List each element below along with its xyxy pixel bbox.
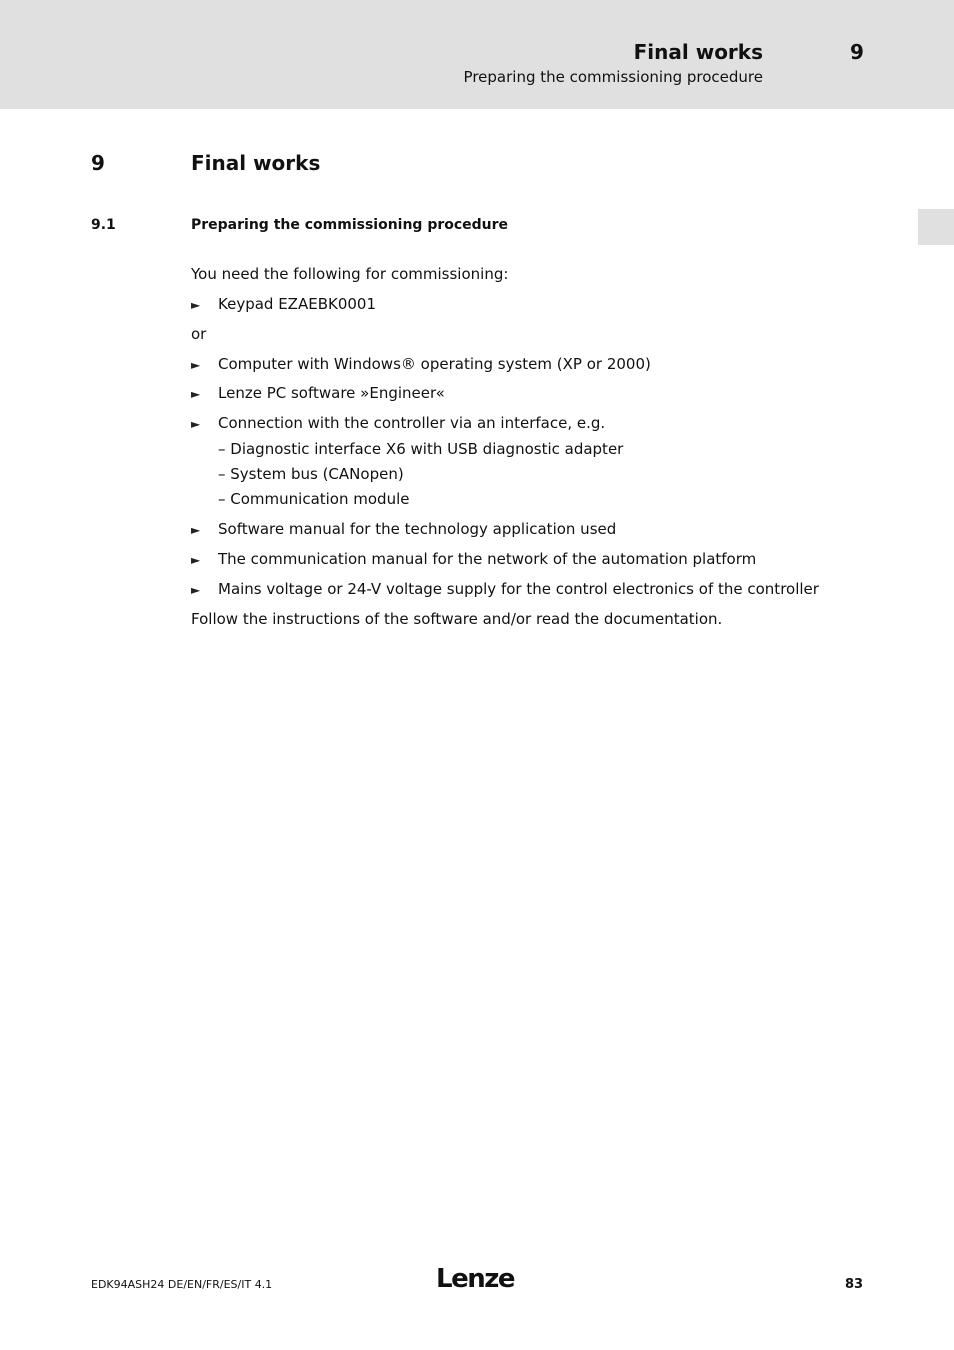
bullet-icon: ► bbox=[191, 553, 201, 567]
header-band bbox=[0, 0, 954, 109]
list-item-computer: Computer with Windows® operating system (XP or 2000) bbox=[218, 355, 651, 373]
bullet-icon: ► bbox=[191, 417, 201, 431]
list-item-software-manual: Software manual for the technology application used bbox=[218, 520, 617, 538]
list-item-communication-manual: The communication manual for the network of the automation platform bbox=[218, 550, 757, 568]
or-text: or bbox=[191, 325, 207, 343]
sub-item-system-bus: – System bus (CANopen) bbox=[218, 465, 404, 483]
list-item-mains-voltage: Mains voltage or 24-V voltage supply for the control electronics of the controller bbox=[218, 580, 819, 598]
sub-item-diagnostic: – Diagnostic interface X6 with USB diagnostic adapter bbox=[218, 440, 624, 458]
section-title: Preparing the commissioning procedure bbox=[191, 217, 509, 233]
list-item-keypad: Keypad EZAEBK0001 bbox=[218, 295, 376, 313]
bullet-icon: ► bbox=[191, 387, 201, 401]
bullet-icon: ► bbox=[191, 583, 201, 597]
bullet-icon: ► bbox=[191, 523, 201, 537]
header-chapter-title: Final works bbox=[633, 40, 763, 64]
lenze-logo: Lenze bbox=[436, 1264, 514, 1294]
header-subtitle: Preparing the commissioning procedure bbox=[463, 68, 763, 86]
closing-text: Follow the instructions of the software and/or read the documentation. bbox=[191, 610, 723, 628]
intro-text: You need the following for commissioning: bbox=[191, 265, 509, 283]
section-number: 9.1 bbox=[91, 217, 116, 233]
list-item-software: Lenze PC software »Engineer« bbox=[218, 384, 445, 402]
sub-item-communication-module: – Communication module bbox=[218, 490, 410, 508]
chapter-title: Final works bbox=[191, 151, 321, 175]
bullet-icon: ► bbox=[191, 298, 201, 312]
page-number: 83 bbox=[845, 1277, 864, 1292]
chapter-number: 9 bbox=[91, 151, 105, 175]
chapter-side-tab bbox=[918, 209, 954, 245]
bullet-icon: ► bbox=[191, 358, 201, 372]
footer-document-id: EDK94ASH24 DE/EN/FR/ES/IT 4.1 bbox=[91, 1278, 273, 1291]
header-chapter-number: 9 bbox=[850, 40, 864, 64]
list-item-connection: Connection with the controller via an interface, e.g. bbox=[218, 414, 606, 432]
